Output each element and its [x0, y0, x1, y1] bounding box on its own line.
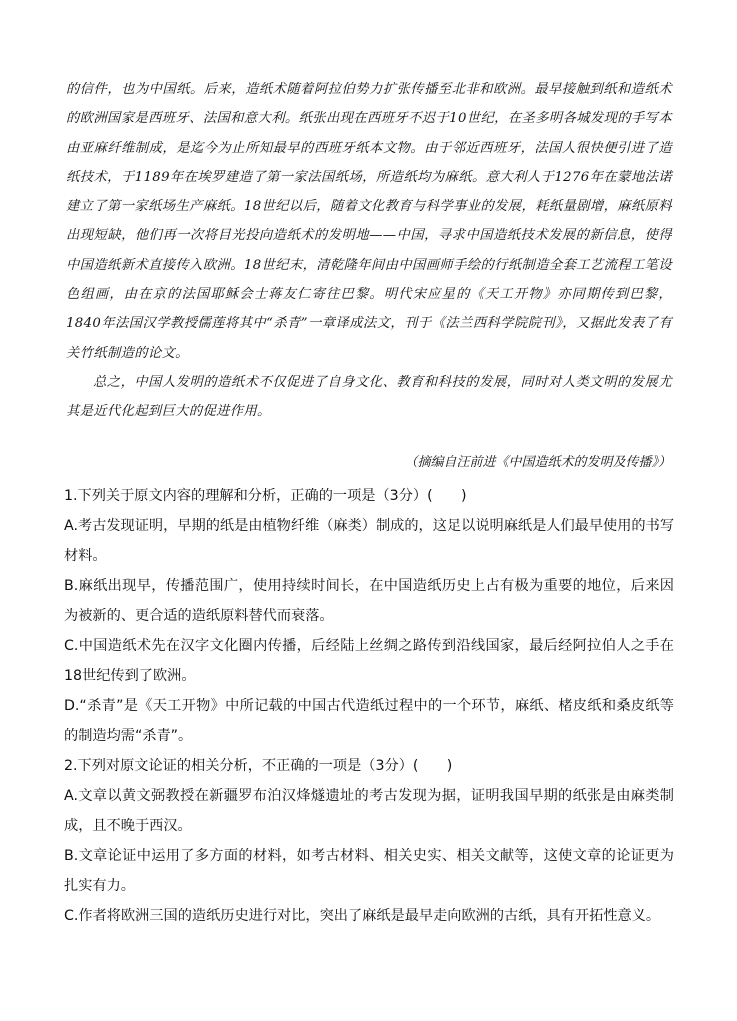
option-c: C.作者将欧洲三国的造纸历史进行对比，突出了麻纸是最早走向欧洲的古纸，具有开拓性意义。	[64, 908, 661, 924]
option-d: D.“杀青”是《天工开物》中所记载的中国古代造纸过程中的一个环节，麻纸、楮皮纸和桑皮纸等的制造均需“杀青”。	[64, 698, 674, 744]
source-citation: （摘编自汪前进《中国造纸术的发明及传播》）	[404, 455, 671, 470]
passage-paragraph: 总之，中国人发明的造纸术不仅促进了自身文化、教育和科技的发展，同时对人类文明的发展尤其是近代化起到巨大的促进作用。	[66, 374, 672, 420]
question-list	[64, 481, 674, 931]
option-a: A.考古发现证明，早期的纸是由植物纤维（麻类）制成的，这足以说明麻纸是人们最早使用的书写材料。	[64, 518, 674, 564]
passage-paragraph: 的信件，也为中国纸。后来，造纸术随着阿拉伯势力扩张传播至北非和欧洲。最早接触到纸和造纸术的欧洲国家是西班牙、法国和意大利。纸张出现在西班牙不迟于10世纪，在圣多明各城发现的手写本由亚麻纤维制成，是迄今为止所知最早的西班牙纸本文物。由于邻近西班牙，法国人很快便引进了造纸技术，于1189年在埃罗建造了第一家法国纸场，所造纸均为麻纸。意大利人于1276年在蒙地法诺建立了第一家纸场生产麻纸。18世纪以后，随着文化教育与科学事业的发展，耗纸量剧增，麻纸原料出现短缺，他们再一次将目光投向造纸术的发明地——中国，寻求中国造纸技术发展的新信息，使得中国造纸新术直接传入欧洲。18世纪末，清乾隆年间由中国画师手绘的行纸制造全套工艺流程工笔设色组画，由在京的法国耶稣会士蒋友仁寄往巴黎。明代宋应星的《天工开物》亦同期传到巴黎，1840年法国汉学教授儒莲将其中“杀青”一章译成法文，刊于《法兰西科学院院刊》，又据此发表了有关竹纸制造的论文。	[66, 82, 672, 361]
reading-passage	[66, 75, 672, 427]
option-a: A.文章以黄文弼教授在新疆罗布泊汉烽燧遗址的考古发现为据，证明我国早期的纸张是由麻类制成，且不晚于西汉。	[64, 788, 674, 834]
question-stem: 2.下列对原文论证的相关分析，不正确的一项是（3分）( )	[64, 758, 453, 774]
question-stem: 1.下列关于原文内容的理解和分析，正确的一项是（3分）( )	[64, 488, 467, 504]
option-c: C.中国造纸术先在汉字文化圈内传播，后经陆上丝绸之路传到沿线国家，最后经阿拉伯人之手在18世纪传到了欧洲。	[64, 638, 674, 684]
option-b: B.麻纸出现早，传播范围广，使用持续时间长，在中国造纸历史上占有极为重要的地位，后来因为被新的、更合适的造纸原料替代而衰落。	[64, 578, 674, 624]
option-b: B.文章论证中运用了多方面的材料，如考古材料、相关史实、相关文献等，这使文章的论证更为扎实有力。	[64, 848, 674, 894]
